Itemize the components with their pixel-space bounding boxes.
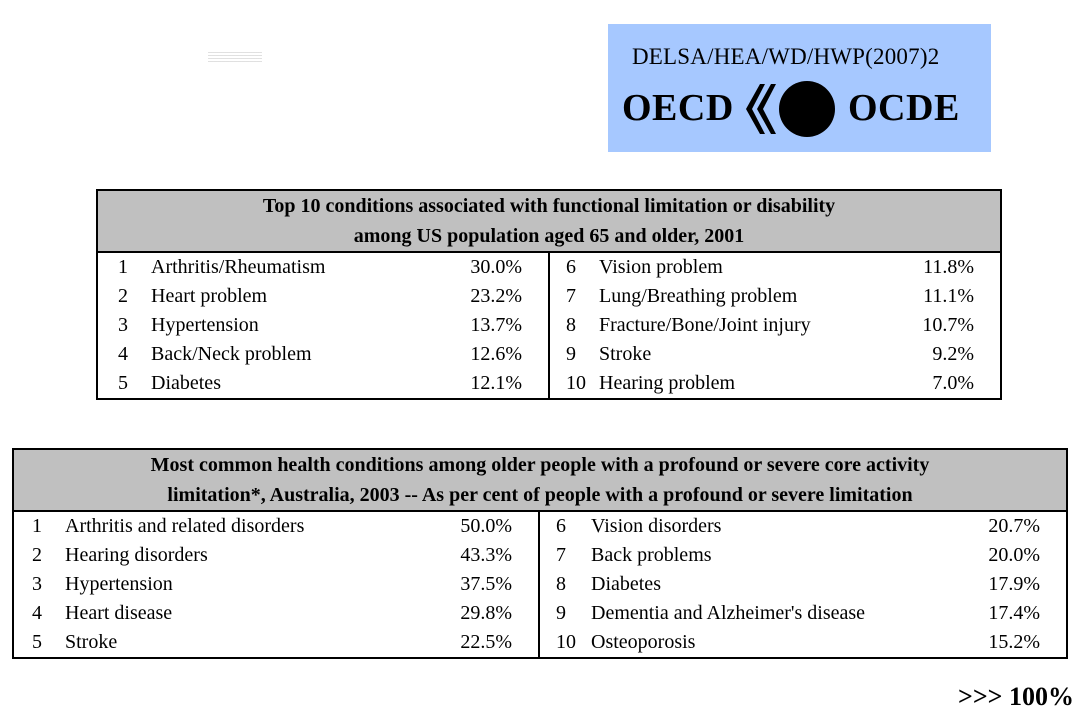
cell-value: 17.9% [988, 573, 1041, 595]
table-title: Most common health conditions among older people with a profound or severe core activity limitation*, Australia, 2003 -- As per cent of people with a profound or severe limitation [13, 449, 1067, 511]
cell-condition: Diabetes [151, 372, 221, 394]
cell-value: 12.6% [470, 343, 522, 365]
zoom-link[interactable]: >>> 100% [958, 682, 1074, 711]
cell-value: 20.7% [988, 515, 1041, 537]
cell-value: 17.4% [988, 602, 1041, 624]
faint-scan-mark [208, 52, 262, 62]
cell-value: 15.2% [988, 631, 1041, 653]
cell-value: 23.2% [470, 285, 522, 307]
cell-condition: Vision disorders [591, 515, 722, 537]
table-row [13, 599, 1067, 628]
cell-condition: Stroke [599, 343, 652, 365]
cell-value: 10.7% [922, 314, 975, 336]
cell-condition: Heart disease [65, 602, 173, 624]
table-row [97, 340, 1001, 369]
cell-value: 29.8% [460, 602, 512, 624]
cell-value: 11.1% [923, 285, 975, 307]
cell-condition: Hypertension [65, 573, 173, 595]
cell-value: 37.5% [460, 573, 512, 595]
cell-value: 22.5% [460, 631, 512, 653]
cell-rank: 8 [539, 570, 591, 599]
cell-condition: Hypertension [151, 314, 259, 336]
cell-condition: Fracture/Bone/Joint injury [599, 314, 811, 336]
cell-condition: Dementia and Alzheimer's disease [591, 602, 866, 624]
cell-rank: 7 [549, 282, 599, 311]
cell-condition: Stroke [65, 631, 118, 653]
cell-rank: 3 [32, 573, 42, 595]
cell-rank: 6 [539, 511, 591, 541]
cell-rank: 4 [32, 602, 42, 624]
cell-rank: 9 [539, 599, 591, 628]
table-title: Top 10 conditions associated with functional limitation or disability among US population aged 65 and older, 2001 [97, 190, 1001, 252]
cell-rank: 2 [118, 285, 128, 307]
logo-word-ocde: OCDE [848, 87, 960, 129]
cell-value: 7.0% [932, 372, 975, 394]
table-row [97, 282, 1001, 311]
table-row [97, 369, 1001, 399]
cell-rank: 9 [549, 340, 599, 369]
oecd-logo [608, 24, 991, 152]
cell-value: 12.1% [470, 372, 522, 394]
cell-condition: Lung/Breathing problem [599, 285, 798, 307]
cell-condition: Osteoporosis [591, 631, 696, 653]
cell-rank: 6 [549, 252, 599, 282]
cell-rank: 10 [539, 628, 591, 658]
cell-value: 11.8% [923, 256, 975, 278]
cell-condition: Diabetes [591, 573, 661, 595]
table-row [97, 311, 1001, 340]
table-row [97, 252, 1001, 282]
cell-value: 50.0% [460, 515, 512, 537]
cell-value: 43.3% [460, 544, 512, 566]
cell-rank: 8 [549, 311, 599, 340]
cell-value: 13.7% [470, 314, 522, 336]
australia-conditions-table [12, 448, 1068, 659]
cell-rank: 2 [32, 544, 42, 566]
cell-rank: 3 [118, 314, 128, 336]
cell-condition: Arthritis and related disorders [65, 515, 305, 537]
us-conditions-table [96, 189, 1002, 400]
cell-rank: 4 [118, 343, 128, 365]
table-row [13, 541, 1067, 570]
table-row [13, 511, 1067, 541]
cell-condition: Arthritis/Rheumatism [151, 256, 326, 278]
cell-rank: 5 [118, 372, 128, 394]
cell-value: 20.0% [988, 544, 1041, 566]
cell-rank: 5 [32, 631, 42, 653]
cell-condition: Hearing problem [599, 372, 736, 394]
document-reference: DELSA/HEA/WD/HWP(2007)2 [632, 44, 940, 69]
cell-rank: 7 [539, 541, 591, 570]
logo-word-oecd: OECD [622, 87, 734, 129]
cell-condition: Heart problem [151, 285, 268, 307]
cell-value: 30.0% [470, 256, 522, 278]
cell-rank: 1 [118, 256, 128, 278]
cell-condition: Vision problem [599, 256, 723, 278]
oecd-emblem-icon [738, 80, 838, 138]
table-row [13, 570, 1067, 599]
cell-rank: 10 [549, 369, 599, 399]
cell-condition: Hearing disorders [65, 544, 208, 566]
cell-condition: Back/Neck problem [151, 343, 312, 365]
table-row [13, 628, 1067, 658]
cell-rank: 1 [32, 515, 42, 537]
cell-condition: Back problems [591, 544, 712, 566]
cell-value: 9.2% [932, 343, 975, 365]
